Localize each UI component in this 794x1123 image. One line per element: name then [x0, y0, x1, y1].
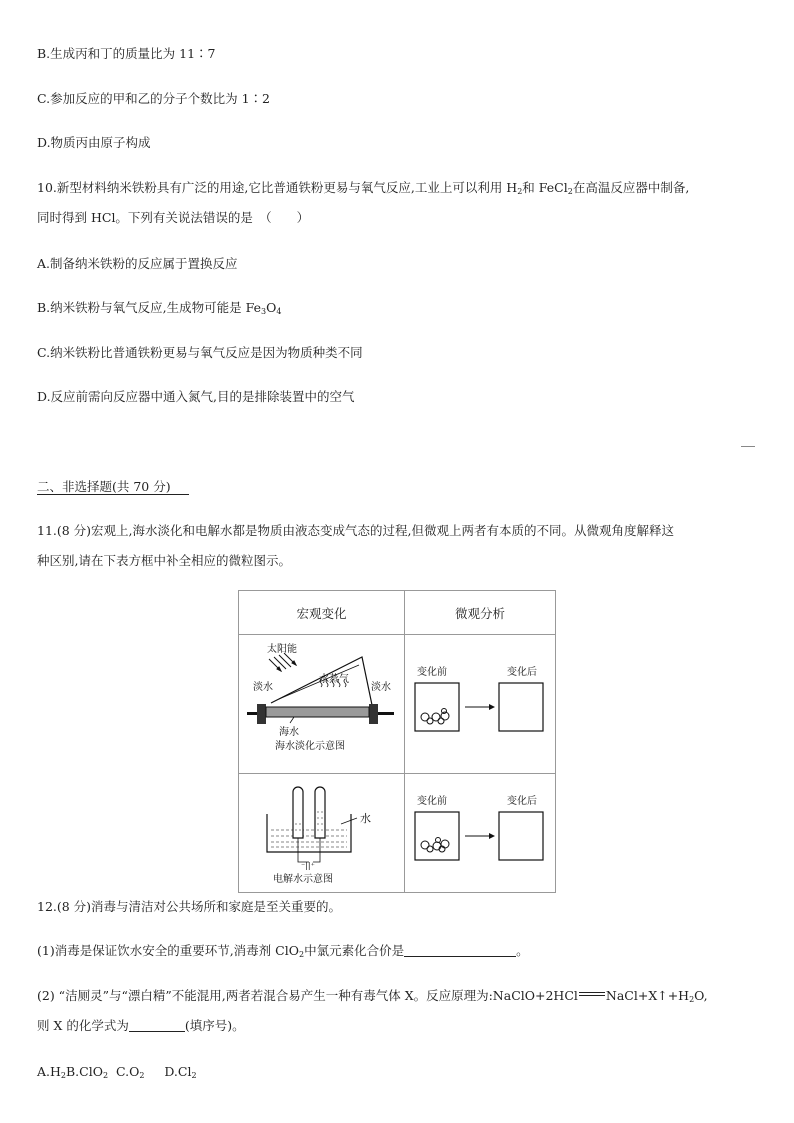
- battery-icon: ⁻||⁺: [301, 861, 315, 870]
- fresh-water-right-label: 淡水: [371, 682, 391, 693]
- after-box-2[interactable]: [499, 812, 543, 860]
- q10-option-b: B.纳米铁粉与氧气反应,生成物可能是 $Fe_3O_4$: [37, 300, 282, 316]
- seawater-label: 海水: [279, 727, 299, 738]
- q12-stem: 12.(8 分)消毒与清洁对公共场所和家庭是至关重要的。: [37, 899, 342, 914]
- option-c: $C.O_2$: [116, 1064, 145, 1080]
- sunlight-rays-icon: [269, 653, 296, 671]
- q11-stem-line2: 种区别,请在下表方框中补全相应的微粒图示。: [37, 553, 291, 568]
- q11-stem-line1: 11.(8 分)宏观上,海水淡化和电解水都是物质由液态变成气态的过程,但微观上两者有本质的不同。从微观角度解释这: [37, 523, 675, 538]
- option-b: B.ClO$_2$: [66, 1064, 109, 1080]
- answer-blank-1[interactable]: [404, 943, 516, 957]
- test-tube-right: [315, 787, 325, 838]
- before-label-1: 变化前: [417, 667, 447, 678]
- after-label-1: 变化后: [507, 667, 537, 678]
- q12-part1: (1)消毒是保证饮水安全的重要环节,消毒剂 ClO$_2$中氯元素化合价是 。: [37, 943, 529, 959]
- q12-part2-line2: 则 X 的化学式为 (填序号)。: [37, 1018, 245, 1033]
- q9-option-d: D.物质丙由原子构成: [37, 135, 151, 150]
- vapor-label: 水蒸气: [319, 674, 349, 685]
- right-collector: [369, 704, 378, 724]
- left-collector: [257, 704, 266, 724]
- sun-label: 太阳能: [267, 644, 297, 655]
- desalination-caption: 海水淡化示意图: [275, 741, 345, 752]
- fresh-water-left-label: 淡水: [253, 682, 273, 693]
- col-header-macro: 宏观变化: [239, 591, 405, 635]
- water-molecules-icon: [421, 709, 449, 725]
- q12-part2-line1: (2) “洁厕灵”与“漂白精”不能混用,两者若混合易产生一种有毒气体 X。反应原理为:NaClO+2HCl $NaCl+X↑+H_2O$,: [37, 988, 708, 1004]
- arrow-icon: [489, 704, 495, 710]
- desalination-diagram: [239, 635, 405, 774]
- micro-row1: [405, 635, 556, 774]
- q10-stem-line1: 10.新型材料纳米铁粉具有广泛的用途,它比普通铁粉更易与氧气反应,工业上可以利用 $H_2$和 FeCl$_2$在高温反应器中制备,: [37, 180, 690, 196]
- micro-analysis-table: [238, 590, 556, 893]
- water-molecules-icon: [421, 838, 449, 853]
- answer-blank-2[interactable]: [129, 1018, 185, 1032]
- before-label-2: 变化前: [417, 796, 447, 807]
- q12-options: [37, 1063, 197, 1085]
- q9-option-c: C.参加反应的甲和乙的分子个数比为 1∶2: [37, 91, 270, 106]
- before-box-1: [415, 683, 459, 731]
- q10-option-a: A.制备纳米铁粉的反应属于置换反应: [37, 256, 238, 271]
- after-box-1[interactable]: [499, 683, 543, 731]
- after-label-2: 变化后: [507, 796, 537, 807]
- test-tube-left: [293, 787, 303, 838]
- equals-sign: [579, 992, 605, 996]
- option-a: $A.H_2$: [37, 1064, 66, 1080]
- col-header-micro: 微观分析: [405, 591, 556, 635]
- q10-stem-line2: 同时得到 HCl。下列有关说法错误的是 （ ）: [37, 210, 310, 225]
- arrow-icon: [489, 833, 495, 839]
- water-label: 水: [360, 812, 371, 825]
- before-box-2: [415, 812, 459, 860]
- micro-row2: [405, 774, 556, 893]
- option-d: $D.Cl_2$: [164, 1064, 197, 1080]
- q10-option-d: D.反应前需向反应器中通入氮气,目的是排除装置中的空气: [37, 389, 355, 404]
- electrolysis-caption: 电解水示意图: [273, 874, 333, 885]
- electrolysis-diagram: [239, 774, 405, 893]
- q9-option-b: B.生成丙和丁的质量比为 11∶7: [37, 46, 216, 61]
- page-dash: [741, 446, 755, 447]
- seawater-basin: [266, 707, 369, 717]
- q10-option-c: C.纳米铁粉比普通铁粉更易与氧气反应是因为物质种类不同: [37, 345, 363, 360]
- beaker: [267, 814, 351, 852]
- section-title: 二、非选择题(共 70 分): [37, 478, 189, 496]
